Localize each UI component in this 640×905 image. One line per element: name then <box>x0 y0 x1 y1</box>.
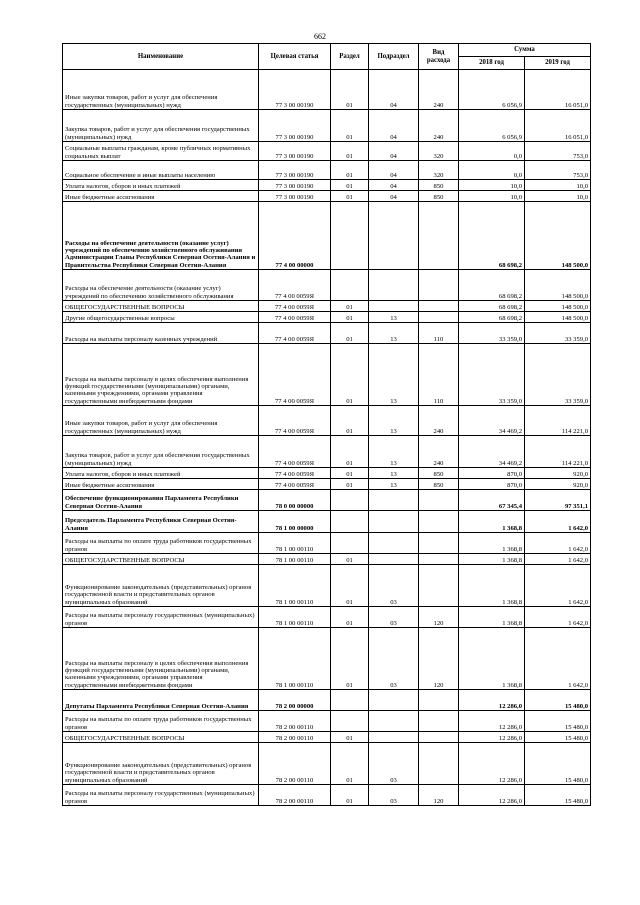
row-target-code: 78 2 00 00110 <box>259 743 331 785</box>
row-expense-type: 850 <box>419 191 459 202</box>
row-sum-2019: 16 051,0 <box>525 70 591 110</box>
header-section: Раздел <box>331 44 369 70</box>
row-sum-2018: 6 056,9 <box>459 70 525 110</box>
row-section: 01 <box>331 785 369 806</box>
row-expense-type: 110 <box>419 344 459 406</box>
row-sum-2019: 15 480,0 <box>525 711 591 732</box>
row-expense-type: 850 <box>419 479 459 490</box>
table-row <box>63 785 591 806</box>
row-sum-2018: 12 286,0 <box>459 690 525 711</box>
row-section: 01 <box>331 344 369 406</box>
row-subsection: 13 <box>369 323 419 344</box>
row-name: Социальное обеспечение и иные выплаты населению <box>63 161 259 180</box>
row-name: Расходы на выплаты персоналу государственных (муниципальных) органов <box>63 607 259 628</box>
row-target-code: 78 1 00 00110 <box>259 554 331 565</box>
row-sum-2018: 68 698,2 <box>459 202 525 270</box>
row-sum-2018: 870,0 <box>459 468 525 479</box>
row-section: 01 <box>331 191 369 202</box>
row-sum-2018: 10,0 <box>459 191 525 202</box>
table-row <box>63 711 591 732</box>
row-expense-type <box>419 202 459 270</box>
row-sum-2019: 1 642,0 <box>525 565 591 607</box>
row-sum-2018: 10,0 <box>459 180 525 191</box>
row-expense-type <box>419 490 459 511</box>
row-subsection: 04 <box>369 161 419 180</box>
row-subsection: 03 <box>369 565 419 607</box>
row-name: Расходы на выплаты персоналу казенных учреждений <box>63 323 259 344</box>
row-target-code: 78 1 00 00000 <box>259 511 331 533</box>
row-name: Расходы на выплаты персоналу государственных (муниципальных) органов <box>63 785 259 806</box>
row-sum-2018: 0,0 <box>459 161 525 180</box>
row-subsection: 03 <box>369 628 419 690</box>
table-row <box>63 554 591 565</box>
row-subsection <box>369 711 419 732</box>
row-name: Депутаты Парламента Республики Северная Осетия-Алания <box>63 690 259 711</box>
row-subsection <box>369 202 419 270</box>
row-name: Уплата налогов, сборов и иных платежей <box>63 180 259 191</box>
row-section: 01 <box>331 628 369 690</box>
header-subsection: Подраздел <box>369 44 419 70</box>
row-expense-type <box>419 690 459 711</box>
table-row <box>63 511 591 533</box>
row-section <box>331 511 369 533</box>
row-sum-2019: 148 500,0 <box>525 301 591 312</box>
row-section: 01 <box>331 161 369 180</box>
row-sum-2019: 753,0 <box>525 161 591 180</box>
row-subsection <box>369 301 419 312</box>
row-target-code: 77 4 00 0059Я <box>259 406 331 436</box>
row-section: 01 <box>331 110 369 142</box>
table-row <box>63 323 591 344</box>
row-target-code: 77 4 00 0059Я <box>259 270 331 301</box>
row-name: Иные бюджетные ассигнования <box>63 191 259 202</box>
row-target-code: 77 4 00 0059Я <box>259 468 331 479</box>
row-target-code: 78 1 00 00110 <box>259 607 331 628</box>
row-target-code: 77 3 00 00190 <box>259 70 331 110</box>
row-name: Функционирование законодательных (представительных) органов государственной власти и представительных органов муниципальных образований <box>63 565 259 607</box>
table-row <box>63 191 591 202</box>
row-subsection: 13 <box>369 406 419 436</box>
row-name: Расходы на обеспечение деятельности (оказание услуг) учреждений по обеспечению хозяйственного обслуживания <box>63 270 259 301</box>
row-subsection <box>369 511 419 533</box>
row-subsection <box>369 490 419 511</box>
table-row <box>63 628 591 690</box>
row-name: ОБЩЕГОСУДАРСТВЕННЫЕ ВОПРОСЫ <box>63 554 259 565</box>
row-name: Другие общегосударственные вопросы <box>63 312 259 323</box>
header-target: Целевая статья <box>259 44 331 70</box>
row-sum-2019: 1 642,0 <box>525 554 591 565</box>
row-section: 01 <box>331 70 369 110</box>
row-sum-2018: 12 286,0 <box>459 732 525 743</box>
row-expense-type: 120 <box>419 785 459 806</box>
row-expense-type: 110 <box>419 323 459 344</box>
row-expense-type: 240 <box>419 406 459 436</box>
row-target-code: 78 2 00 00110 <box>259 785 331 806</box>
row-name: Расходы на выплаты по оплате труда работников государственных органов <box>63 711 259 732</box>
row-sum-2018: 12 286,0 <box>459 785 525 806</box>
row-expense-type: 320 <box>419 142 459 161</box>
row-expense-type <box>419 312 459 323</box>
row-target-code: 77 4 00 00000 <box>259 202 331 270</box>
row-name: Расходы на обеспечение деятельности (оказание услуг) учреждений по обеспечению хозяйственного обслуживания Администрации Главы Республики Северная Осетия-Алания и Правительства Республики Северная Осетия-Алания <box>63 202 259 270</box>
row-sum-2018: 870,0 <box>459 479 525 490</box>
row-target-code: 78 1 00 00110 <box>259 565 331 607</box>
row-target-code: 77 4 00 0059Я <box>259 323 331 344</box>
row-name: Расходы на выплаты персоналу в целях обеспечения выполнения функций государственными (муниципальными) органами, казенными учреждениями, органами управления государственными внебюджетными фондами <box>63 344 259 406</box>
row-sum-2019: 10,0 <box>525 191 591 202</box>
table-row <box>63 533 591 554</box>
row-section: 01 <box>331 436 369 468</box>
row-sum-2019: 148 500,0 <box>525 270 591 301</box>
table-row <box>63 202 591 270</box>
row-expense-type <box>419 301 459 312</box>
row-subsection <box>369 554 419 565</box>
row-sum-2019: 15 480,0 <box>525 690 591 711</box>
row-target-code: 77 4 00 0059Я <box>259 436 331 468</box>
row-name: ОБЩЕГОСУДАРСТВЕННЫЕ ВОПРОСЫ <box>63 301 259 312</box>
page-number: 662 <box>314 32 326 41</box>
row-target-code: 77 4 00 0059Я <box>259 301 331 312</box>
row-expense-type: 320 <box>419 161 459 180</box>
row-name: Закупка товаров, работ и услуг для обеспечения государственных (муниципальных) нужд <box>63 436 259 468</box>
row-target-code: 77 3 00 00190 <box>259 110 331 142</box>
row-sum-2018: 68 698,2 <box>459 270 525 301</box>
row-subsection <box>369 270 419 301</box>
row-name: Расходы на выплаты персоналу в целях обеспечения выполнения функций государственными (муниципальными) органами, казенными учреждениями, органами управления государственными внебюджетными фондами <box>63 628 259 690</box>
row-subsection: 04 <box>369 70 419 110</box>
row-subsection: 13 <box>369 312 419 323</box>
row-section: 01 <box>331 312 369 323</box>
row-sum-2018: 68 698,2 <box>459 312 525 323</box>
table-row <box>63 565 591 607</box>
row-section: 01 <box>331 468 369 479</box>
table-row <box>63 406 591 436</box>
row-subsection: 13 <box>369 344 419 406</box>
row-expense-type <box>419 533 459 554</box>
row-section: 01 <box>331 743 369 785</box>
row-section: 01 <box>331 142 369 161</box>
row-subsection: 04 <box>369 191 419 202</box>
table-row <box>63 607 591 628</box>
table-row <box>63 301 591 312</box>
row-sum-2019: 33 359,0 <box>525 323 591 344</box>
table-row <box>63 270 591 301</box>
row-subsection: 04 <box>369 110 419 142</box>
row-subsection: 04 <box>369 180 419 191</box>
row-sum-2018: 12 286,0 <box>459 743 525 785</box>
row-subsection <box>369 732 419 743</box>
row-sum-2018: 12 286,0 <box>459 711 525 732</box>
table-row <box>63 743 591 785</box>
row-section <box>331 711 369 732</box>
row-subsection: 13 <box>369 468 419 479</box>
row-expense-type: 240 <box>419 70 459 110</box>
row-sum-2018: 68 698,2 <box>459 301 525 312</box>
table-row <box>63 161 591 180</box>
table-row <box>63 490 591 511</box>
header-year-2018: 2018 год <box>459 57 525 70</box>
row-sum-2018: 33 359,0 <box>459 323 525 344</box>
row-section: 01 <box>331 323 369 344</box>
header-name: Наименование <box>63 44 259 70</box>
table-row <box>63 110 591 142</box>
row-expense-type: 850 <box>419 180 459 191</box>
row-expense-type: 240 <box>419 436 459 468</box>
table-row <box>63 344 591 406</box>
row-target-code: 78 1 00 00110 <box>259 628 331 690</box>
row-sum-2019: 114 221,0 <box>525 406 591 436</box>
row-target-code: 78 2 00 00000 <box>259 690 331 711</box>
row-sum-2018: 1 368,8 <box>459 511 525 533</box>
header-year-2019: 2019 год <box>525 57 591 70</box>
row-target-code: 77 3 00 00190 <box>259 161 331 180</box>
row-expense-type <box>419 743 459 785</box>
row-sum-2019: 10,0 <box>525 180 591 191</box>
row-subsection: 13 <box>369 436 419 468</box>
row-sum-2018: 1 368,8 <box>459 554 525 565</box>
row-subsection: 03 <box>369 785 419 806</box>
row-subsection <box>369 533 419 554</box>
row-target-code: 77 4 00 0059Я <box>259 344 331 406</box>
row-name: Уплата налогов, сборов и иных платежей <box>63 468 259 479</box>
row-sum-2019: 97 351,1 <box>525 490 591 511</box>
row-sum-2018: 1 368,8 <box>459 565 525 607</box>
table-row <box>63 70 591 110</box>
table-row <box>63 479 591 490</box>
row-target-code: 77 3 00 00190 <box>259 191 331 202</box>
row-subsection: 03 <box>369 607 419 628</box>
row-sum-2018: 33 359,0 <box>459 344 525 406</box>
row-target-code: 78 1 00 00110 <box>259 533 331 554</box>
row-sum-2019: 753,0 <box>525 142 591 161</box>
row-expense-type <box>419 711 459 732</box>
header-sum: Сумма <box>459 44 591 57</box>
row-name: Функционирование законодательных (представительных) органов государственной власти и представительных органов муниципальных образований <box>63 743 259 785</box>
row-section: 01 <box>331 554 369 565</box>
table-row <box>63 142 591 161</box>
row-target-code: 77 3 00 00190 <box>259 180 331 191</box>
row-sum-2018: 34 469,2 <box>459 406 525 436</box>
row-sum-2019: 15 480,0 <box>525 743 591 785</box>
table-header <box>63 44 591 70</box>
row-sum-2019: 1 642,0 <box>525 511 591 533</box>
table-row <box>63 690 591 711</box>
row-expense-type <box>419 270 459 301</box>
row-target-code: 77 4 00 0059Я <box>259 312 331 323</box>
row-name: Социальные выплаты гражданам, кроме публичных нормативных социальных выплат <box>63 142 259 161</box>
row-sum-2018: 1 368,8 <box>459 533 525 554</box>
row-section: 01 <box>331 565 369 607</box>
row-subsection: 04 <box>369 142 419 161</box>
row-sum-2019: 33 359,0 <box>525 344 591 406</box>
row-expense-type: 120 <box>419 628 459 690</box>
row-section <box>331 202 369 270</box>
row-name: ОБЩЕГОСУДАРСТВЕННЫЕ ВОПРОСЫ <box>63 732 259 743</box>
row-section: 01 <box>331 180 369 191</box>
row-sum-2019: 1 642,0 <box>525 607 591 628</box>
row-section <box>331 490 369 511</box>
row-sum-2019: 920,0 <box>525 479 591 490</box>
table-row <box>63 468 591 479</box>
row-expense-type: 850 <box>419 468 459 479</box>
row-expense-type <box>419 511 459 533</box>
row-section: 01 <box>331 406 369 436</box>
table-row <box>63 180 591 191</box>
table-row <box>63 436 591 468</box>
row-sum-2018: 67 345,4 <box>459 490 525 511</box>
row-expense-type <box>419 554 459 565</box>
budget-table <box>62 43 591 806</box>
row-section: 01 <box>331 732 369 743</box>
row-name: Иные бюджетные ассигнования <box>63 479 259 490</box>
row-sum-2019: 1 642,0 <box>525 533 591 554</box>
row-expense-type: 240 <box>419 110 459 142</box>
row-name: Иные закупки товаров, работ и услуг для обеспечения государственных (муниципальных) нужд <box>63 70 259 110</box>
row-name: Обеспечение функционирования Парламента Республики Северная Осетия-Алания <box>63 490 259 511</box>
row-sum-2018: 0,0 <box>459 142 525 161</box>
row-sum-2019: 16 051,0 <box>525 110 591 142</box>
row-section <box>331 270 369 301</box>
row-sum-2018: 1 368,8 <box>459 607 525 628</box>
row-name: Закупка товаров, работ и услуг для обеспечения государственных (муниципальных) нужд <box>63 110 259 142</box>
table-body <box>63 70 591 806</box>
row-target-code: 78 2 00 00110 <box>259 711 331 732</box>
header-expense-type: Вид расхода <box>419 44 459 70</box>
table-row <box>63 732 591 743</box>
row-name: Председатель Парламента Республики Северная Осетия-Алания <box>63 511 259 533</box>
row-sum-2018: 6 056,9 <box>459 110 525 142</box>
row-target-code: 78 0 00 00000 <box>259 490 331 511</box>
row-section: 01 <box>331 479 369 490</box>
row-target-code: 77 3 00 00190 <box>259 142 331 161</box>
row-expense-type: 120 <box>419 607 459 628</box>
row-sum-2018: 34 469,2 <box>459 436 525 468</box>
row-subsection: 03 <box>369 743 419 785</box>
row-section <box>331 533 369 554</box>
row-expense-type <box>419 565 459 607</box>
row-sum-2019: 1 642,0 <box>525 628 591 690</box>
row-subsection: 13 <box>369 479 419 490</box>
row-sum-2019: 15 480,0 <box>525 785 591 806</box>
row-sum-2018: 1 368,8 <box>459 628 525 690</box>
row-sum-2019: 148 500,0 <box>525 312 591 323</box>
row-name: Расходы на выплаты по оплате труда работников государственных органов <box>63 533 259 554</box>
row-target-code: 77 4 00 0059Я <box>259 479 331 490</box>
row-section <box>331 690 369 711</box>
row-sum-2019: 920,0 <box>525 468 591 479</box>
table-row <box>63 312 591 323</box>
row-sum-2019: 148 500,0 <box>525 202 591 270</box>
row-section: 01 <box>331 301 369 312</box>
row-section: 01 <box>331 607 369 628</box>
row-target-code: 78 2 00 00110 <box>259 732 331 743</box>
row-sum-2019: 114 221,0 <box>525 436 591 468</box>
row-expense-type <box>419 732 459 743</box>
row-name: Иные закупки товаров, работ и услуг для обеспечения государственных (муниципальных) нужд <box>63 406 259 436</box>
row-sum-2019: 15 480,0 <box>525 732 591 743</box>
row-subsection <box>369 690 419 711</box>
